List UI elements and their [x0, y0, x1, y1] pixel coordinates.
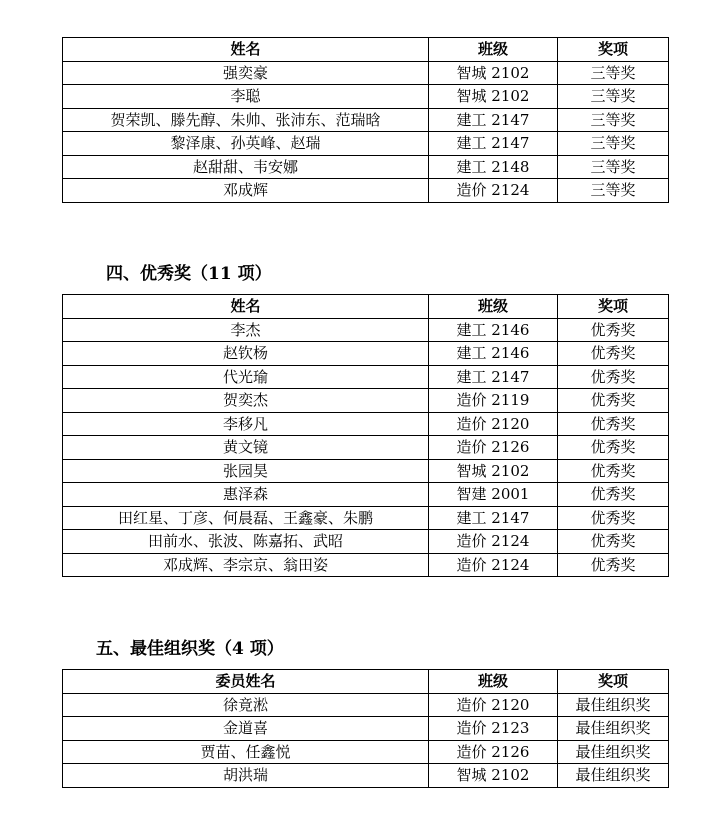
cell-award: 最佳组织奖 — [558, 717, 669, 741]
excellence-award-table — [62, 294, 669, 577]
cell-class: 建工 2147 — [429, 132, 558, 156]
cell-name: 田前水、张波、陈嘉拓、武昭 — [63, 530, 429, 554]
cell-award: 优秀奖 — [558, 553, 669, 577]
header-award: 奖项 — [558, 670, 669, 694]
table-row — [63, 483, 669, 507]
cell-award: 最佳组织奖 — [558, 740, 669, 764]
header-award: 奖项 — [558, 38, 669, 62]
cell-name: 黎泽康、孙英峰、赵瑞 — [63, 132, 429, 156]
cell-award: 三等奖 — [558, 61, 669, 85]
cell-class: 造价 2124 — [429, 530, 558, 554]
cell-name: 胡洪瑞 — [63, 764, 429, 788]
cell-class: 造价 2119 — [429, 389, 558, 413]
cell-class: 造价 2123 — [429, 717, 558, 741]
cell-class: 造价 2126 — [429, 436, 558, 460]
cell-award: 优秀奖 — [558, 436, 669, 460]
header-class: 班级 — [429, 670, 558, 694]
table-body — [63, 61, 669, 202]
table-row — [63, 740, 669, 764]
cell-class: 智城 2102 — [429, 459, 558, 483]
cell-award: 优秀奖 — [558, 365, 669, 389]
cell-class: 建工 2148 — [429, 155, 558, 179]
table-row — [63, 693, 669, 717]
cell-award: 三等奖 — [558, 179, 669, 203]
table-row — [63, 179, 669, 203]
table-header-row — [63, 38, 669, 62]
cell-award: 优秀奖 — [558, 459, 669, 483]
table-row — [63, 132, 669, 156]
best-organization-award-heading: 五、最佳组织奖（4 项） — [96, 639, 284, 659]
table-row — [63, 318, 669, 342]
header-class: 班级 — [429, 38, 558, 62]
cell-name: 金道喜 — [63, 717, 429, 741]
cell-class: 建工 2146 — [429, 318, 558, 342]
cell-award: 三等奖 — [558, 85, 669, 109]
cell-award: 优秀奖 — [558, 389, 669, 413]
table-row — [63, 553, 669, 577]
cell-class: 建工 2147 — [429, 108, 558, 132]
cell-award: 优秀奖 — [558, 412, 669, 436]
cell-class: 智城 2102 — [429, 764, 558, 788]
cell-name: 李聪 — [63, 85, 429, 109]
table-header-row — [63, 670, 669, 694]
table-row — [63, 764, 669, 788]
cell-name: 贺荣凯、滕先醇、朱帅、张沛东、范瑞晗 — [63, 108, 429, 132]
cell-class: 造价 2124 — [429, 553, 558, 577]
cell-class: 建工 2147 — [429, 506, 558, 530]
cell-name: 李杰 — [63, 318, 429, 342]
header-committee-name: 委员姓名 — [63, 670, 429, 694]
header-name: 姓名 — [63, 38, 429, 62]
cell-award: 优秀奖 — [558, 318, 669, 342]
cell-class: 造价 2124 — [429, 179, 558, 203]
table-row — [63, 412, 669, 436]
cell-name: 赵甜甜、韦安娜 — [63, 155, 429, 179]
table-row — [63, 459, 669, 483]
cell-award: 优秀奖 — [558, 506, 669, 530]
header-award: 奖项 — [558, 295, 669, 319]
table-row — [63, 342, 669, 366]
cell-award: 优秀奖 — [558, 342, 669, 366]
excellence-award-heading: 四、优秀奖（11 项） — [106, 264, 272, 284]
third-prize-table — [62, 37, 669, 203]
cell-class: 智城 2102 — [429, 85, 558, 109]
cell-name: 徐竟淞 — [63, 693, 429, 717]
cell-class: 智城 2102 — [429, 61, 558, 85]
cell-name: 贾苗、任鑫悦 — [63, 740, 429, 764]
table-row — [63, 506, 669, 530]
cell-award: 三等奖 — [558, 108, 669, 132]
cell-award: 最佳组织奖 — [558, 764, 669, 788]
cell-name: 代光瑜 — [63, 365, 429, 389]
table-row — [63, 155, 669, 179]
table-row — [63, 436, 669, 460]
best-organization-award-table — [62, 669, 669, 788]
table-row — [63, 61, 669, 85]
cell-name: 强奕豪 — [63, 61, 429, 85]
cell-class: 造价 2120 — [429, 412, 558, 436]
cell-class: 建工 2146 — [429, 342, 558, 366]
header-class: 班级 — [429, 295, 558, 319]
cell-name: 邓成辉、李宗京、翁田姿 — [63, 553, 429, 577]
cell-class: 智建 2001 — [429, 483, 558, 507]
table-row — [63, 530, 669, 554]
cell-name: 贺奕杰 — [63, 389, 429, 413]
cell-name: 张园昊 — [63, 459, 429, 483]
cell-award: 最佳组织奖 — [558, 693, 669, 717]
cell-award: 优秀奖 — [558, 483, 669, 507]
cell-name: 邓成辉 — [63, 179, 429, 203]
table-row — [63, 365, 669, 389]
cell-name: 惠泽森 — [63, 483, 429, 507]
cell-name: 李移凡 — [63, 412, 429, 436]
header-name: 姓名 — [63, 295, 429, 319]
table-row — [63, 108, 669, 132]
cell-award: 优秀奖 — [558, 530, 669, 554]
cell-class: 造价 2126 — [429, 740, 558, 764]
table-body — [63, 318, 669, 577]
table-row — [63, 85, 669, 109]
table-body — [63, 693, 669, 787]
cell-name: 田红星、丁彦、何晨磊、王鑫豪、朱鹏 — [63, 506, 429, 530]
cell-award: 三等奖 — [558, 155, 669, 179]
cell-name: 黄文镜 — [63, 436, 429, 460]
cell-class: 造价 2120 — [429, 693, 558, 717]
table-row — [63, 717, 669, 741]
table-header-row — [63, 295, 669, 319]
cell-award: 三等奖 — [558, 132, 669, 156]
cell-name: 赵钦杨 — [63, 342, 429, 366]
table-row — [63, 389, 669, 413]
cell-class: 建工 2147 — [429, 365, 558, 389]
